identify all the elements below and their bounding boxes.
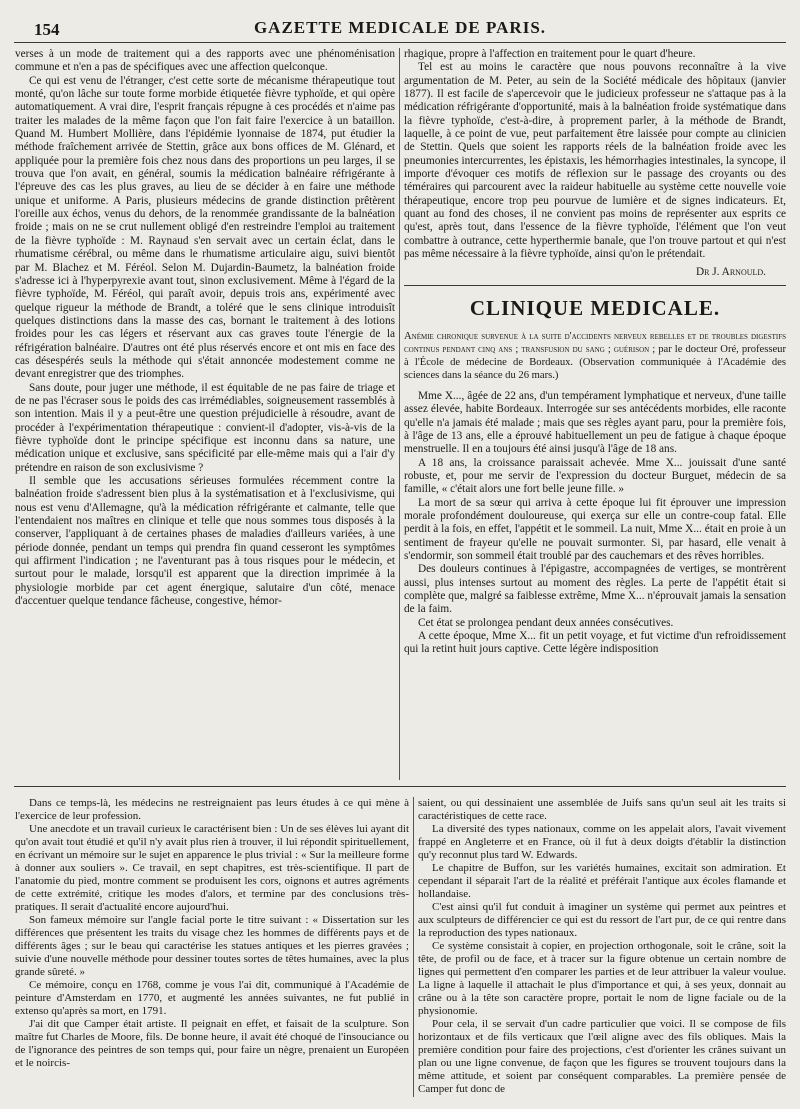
paragraph: saient, ou qui dessinaient une assemblée de Juifs sans qu'un seul ait les traits si caractéristiques de cette race.: [418, 797, 786, 822]
paragraph: A 18 ans, la croissance paraissait achevée. Mme X... jouissait d'une santé robuste, et, pour me servir de l'expression du docteur Burguet, médecin de sa famille, « c'était alors une fort belle jeune fille. »: [404, 456, 786, 496]
paragraph: Dans ce temps-là, les médecins ne restreignaient pas leurs études à ce qui mène à l'exercice de leur profession.: [15, 797, 409, 822]
paragraph: Sans doute, pour juger une méthode, il est équitable de ne pas faire de triage et de ne pas l'écraser sous le poids des cas irrémédiables, soigneusement rassemblés à son intention. Mais il y a peut-être une question préjudicielle à résoudre, avant de procéder à l'expérimentation thérapeutique : convient-il d'adopter, vis-à-vis de la fièvre typhoïde dont le principe spécifique est inconnu dans sa nature, une médication unique et exclusive, sans spécificité par elle-même mais qui a l'air d'y prétendre en raison de son exclusivisme ?: [15, 381, 395, 474]
paragraph: A cette époque, Mme X... fit un petit voyage, et fut victime d'un refroidissement qui la retint huit jours captive. Cette légère indisposition: [404, 630, 786, 656]
paragraph: Le chapitre de Buffon, sur les variétés humaines, excitait son admiration. Et cependant il séparait l'art de la réalité et préférait l'antique aux écoles flamande et hollandaise.: [418, 862, 786, 900]
feuilleton-rule: [14, 786, 786, 787]
paragraph: verses à un mode de traitement qui a des rapports avec une phénoménisation commune et n'en a pas de spécifiques avec une affection quelconque.: [15, 48, 395, 74]
author-signature: Dr J. Arnould.: [695, 265, 766, 278]
paragraph: J'ai dit que Camper était artiste. Il peignait en effet, et faisait de la sculpture. Son maître fut Charles de Moore, fils. De bonne heure, il avait été choqué de l'insouciance ou de l'ignorance des peintres de son temps qui, pour faire un nègre, prenaient un Européen et le noircis-: [15, 1018, 409, 1069]
column-right-bottom: [418, 797, 786, 1097]
paragraph: Tel est au moins le caractère que nous pouvons reconnaître à la vive argumentation de M. Peter, au sein de la Société médicale des hôpitaux (janvier 1877). Il est facile de s'apercevoir que le judicieux professeur ne s'attaque pas à la médication réfrigérante d'opportunité, mais à la balnéation froide systématique dans la fièvre typhoïde, c'est-à-dire, à proprement parler, à la méthode de Brandt, laquelle, à ce point de vue, peut parfaitement être laissée pour compte au clinicien de Stettin. Quels que soient les rapports réels de la balnéation froide avec les pneumonies intercurrentes, les épistaxis, les hémorrhagies intestinales, la syncope, il importe d'évoquer ces motifs de réflexion sur le passage des croyants ou des téméraires qui parcourent avec la raideur habituelle au système cette nouvelle voie thérapeutique, encore trop peu pourvue de lumière et de signes indicateurs. Et, quant au fond des choses, il ne convient pas moins de représenter aux esprits ce qu'est, après tout, dans l'essence de la fièvre typhoïde, l'élément que l'on veut combattre à outrance, cette hyperthermie banale, que l'on trouve partout et qui n'est pas même nécessaire à la fièvre typhoïde, ainsi qu'on le prétendait.: [404, 61, 786, 261]
paragraph: Mme X..., âgée de 22 ans, d'un tempérament lymphatique et nerveux, d'une taille assez élevée, habite Bordeaux. Interrogée sur ses antécédents morbides, elle raconte qu'elle n'a jamais été malade ; mais que ses règles ayant paru, pour la première fois, à l'âge de 13 ans, elle a éprouvé habituellement un peu de fatigue à chaque époque menstruelle. Il en a toujours été ainsi jusqu'à l'âge de 18 ans.: [404, 389, 786, 456]
column-left-bottom: [15, 797, 409, 1097]
paragraph: La diversité des types nationaux, comme on les appelait alors, l'avait vivement frappé en Angleterre et en France, où il fut à deux doigts d'établir la distinction qu'y reconnut plus tard W. Edwards.: [418, 823, 786, 861]
paragraph: Une anecdote et un travail curieux le caractérisent bien : Un de ses élèves lui ayant dit qu'on avait tout étudié et qu'il n'y avait plus rien à trouver, il lui répondit spirituellement, en écrivant un mémoire sur le sujet en apparence le plus trivial : « Sur la meilleure forme à donner aux souliers ». Ce travail, en sept chapitres, est très-scientifique. Il part de l'anatomie du pied, montre comment se produisent les cors, oignons et autres agréments de cette extrémité, critique les modes d'alors, et termine par des conclusions très-pratiques. Il serait d'actualité encore aujourd'hui.: [15, 823, 409, 913]
column-left-top: [15, 48, 395, 780]
paragraph: Des douleurs continues à l'épigastre, accompagnées de vertiges, se montrèrent aussi, plus intenses surtout au moment des règles. La perte de l'appétit était si complète que, malgré sa faiblesse extrême, Mme X... n'éprouvait jamais la sensation de la faim.: [404, 563, 786, 616]
column-right-top: [404, 48, 786, 780]
subheading-author: par le docteur Oré, professeur à l'École de médecine de Bordeaux. (Observation communiquée à l'Académie des sciences dans la séance du 26 mars.): [404, 343, 786, 381]
paragraph: Pour cela, il se servait d'un cadre particulier que voici. Il se compose de fils horizontaux et de fils verticaux que l'œil aligne avec des fils obliques. Mais la première condition pour faire des projections, c'est d'orienter les crânes suivant un plan ou une ligne convenue, de façon que les figures se trouvent toujours dans la même attitude, et soient par conséquent comparables. La première pensée de Camper fut donc de: [418, 1018, 786, 1095]
column-divider: [399, 48, 400, 780]
paragraph: C'est ainsi qu'il fut conduit à imaginer un système qui permet aux peintres et aux sculpteurs de différencier ce qui est du ressort de l'art pur, de ce qui rentre dans la reproduction des types nationaux.: [418, 901, 786, 939]
paragraph: La mort de sa sœur qui arriva à cette époque lui fit éprouver une impression morale profondément douloureuse, qui exerça sur elle un contre-coup fatal. Elle perdit à la fois, en effet, l'appétit et le sommeil. La nuit, Mme X... était en proie à un sentiment de frayeur qu'elle ne pouvait surmonter. Si, par hasard, elle venait à s'endormir, son sommeil était troublé par des cauchemars et des rêves horribles.: [404, 496, 786, 562]
section-separator: [404, 285, 786, 286]
article-subheading: [404, 330, 786, 382]
page-header: [14, 12, 786, 43]
column-divider: [413, 797, 414, 1097]
paragraph: Ce système consistait à copier, en projection orthogonale, soit le crâne, soit la tête, de profil ou de face, et à tracer sur la figure obtenue un certain nombre de lignes qui permettent d'en comparer les parties et de leur attribuer la valeur voulue. La ligne à laquelle il attachait le plus d'importance et qui, à ses yeux, donnait au crâne ou à la tête son caractère propre, portait le nom de ligne faciale ou de la physionomie.: [418, 940, 786, 1017]
paragraph: rhagique, propre à l'affection en traitement pour le quart d'heure.: [404, 48, 696, 60]
section-title: CLINIQUE MEDICALE.: [469, 295, 721, 320]
page-number: 154: [34, 20, 60, 39]
subheading-title: Anémie chronique survenue à la suite d'accidents nerveux rebelles et de troubles digestifs continus pendant cinq ans ; transfusion du sang ; guérison ;: [404, 330, 786, 355]
paragraph: Son fameux mémoire sur l'angle facial porte le titre suivant : « Dissertation sur les différences que présentent les traits du visage chez les hommes de différents pays et de différents âges ; sur le beau qui caractérise les statues antiques et les pierres gravées ; suivie d'une nouvelle méthode pour dessiner toutes sortes de têtes humaines, avec la plus grande sûreté. »: [15, 914, 409, 978]
paragraph: Cet état se prolongea pendant deux années consécutives.: [418, 616, 674, 629]
paragraph: Ce mémoire, conçu en 1768, comme je vous l'ai dit, communiqué à l'Académie de peinture d'Amsterdam en 1770, et augmenté les années suivantes, ne fut publié in extenso qu'après sa mort, en 1791.: [15, 979, 409, 1017]
paragraph: Ce qui est venu de l'étranger, c'est cette sorte de mécanisme thérapeutique tout monté, qu'on lâche sur toute forme morbide étiquetée fièvre typhoïde, et qui opère automatiquement. A vrai dire, l'esprit français répugne à ces procédés et n'aime pas traiter les malades de la même façon que l'on fait faire l'exercice à un bataillon. Quand M. Humbert Mollière, dans l'épidémie lyonnaise de 1874, put étudier la méthode fraîchement arrivée de Stettin, grâce aux bons offices de M. Glénard, et appliquée pour la première fois chez nous dans des proportions un peu larges, il se trouva que l'on avait, en général, soumis la médication balnéaire réfrigérante à l'épreuve des cas les plus graves, au lieu de se décider à en faire une méthode unique et uniforme. A Paris, plusieurs médecins de grande distinction prêtèrent l'oreille aux échos, venus du dehors, de la renommée grandissante de la balnéation froide ; mais on ne se crut nullement obligé d'en restreindre l'emploi au traitement de la fièvre typhoïde : M. Raynaud s'en servait avec un certain éclat, dans le rhumatisme cérébral, ou même dans le rhumatisme articulaire aigu, suivi bientôt par M. Blachez et M. Féréol. Selon M. Dujardin-Baumetz, la balnéation froide s'adresse ici à l'hyperpyrexie avant tout, sinon exclusivement. Même à l'égard de la fièvre typhoïde, M. Féréol, qui paraît avoir, depuis trois ans, expérimenté avec quelque rigueur la méthode de Brandt, a toléré que le sens clinique introduisît quelques distinctions dans la masse des cas, bornant le traitement à des lotions froides pour les cas légers et réservant aux cas graves toute l'énergie de la réfrigération balnéaire. D'autres ont été plus réservés encore et ont mis en face des cas désespérés seuls la méthode qui s'était annoncée modestement comme ne devant enregistrer que des triomphes.: [15, 74, 395, 381]
journal-title: GAZETTE MEDICALE DE PARIS.: [253, 18, 547, 37]
paragraph: Il semble que les accusations sérieuses formulées récemment contre la balnéation froide s'adressent bien plus à la systématisation et à l'exclusivisme, qui nous est venu d'Allemagne, qu'à la médication réfrigérante et calmante, telle que l'entendaient nos maîtres en clinique et telle que nous sommes tous disposés à la conserver, l'appliquant à de certaines phases de maladies d'ailleurs variées, à une période donnée, pendant un temps qui prendra fin quand cesseront les symptômes qui affirment l'indication ; ne l'aventurant pas à tous risques pour le médecin, et surtout pour le malade, lorsqu'il est apparent que la direction imprimée à la physiologie morbide par cet agent énergique, salutaire d'un côté, menace d'accentuer quelque tendance fâcheuse, congestive, hémor-: [15, 475, 395, 608]
